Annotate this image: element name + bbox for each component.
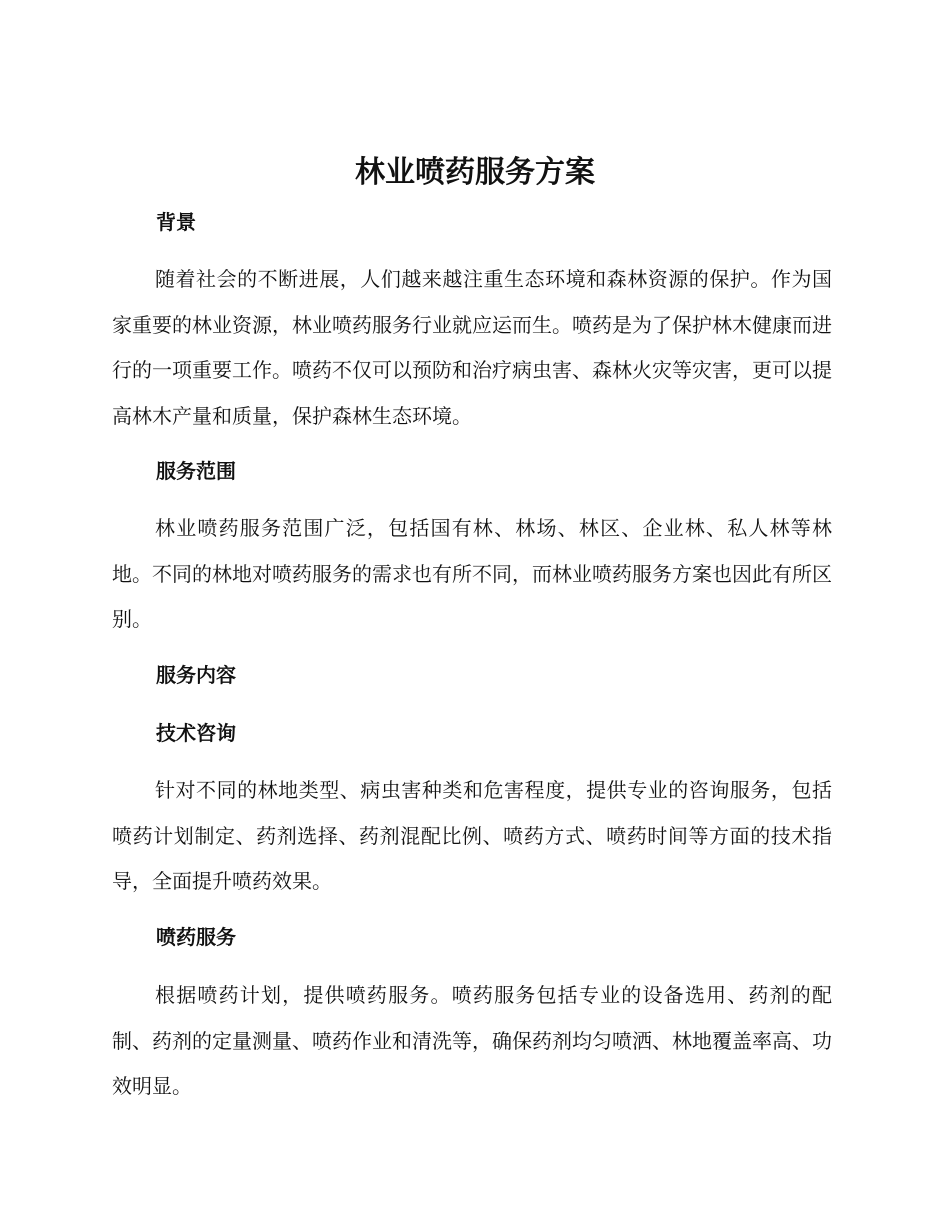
section-heading-spraying-service: 喷药服务 bbox=[156, 925, 236, 949]
section-paragraph-technical-consulting: 针对不同的林地类型、病虫害种类和危害程度，提供专业的咨询服务，包括喷药计划制定、药剂选择、药剂混配比例、喷药方式、喷药时间等方面的技术指导，全面提升喷药效果。 bbox=[112, 778, 832, 893]
section-paragraph-service-scope: 林业喷药服务范围广泛，包括国有林、林场、林区、企业林、私人林等林地。不同的林地对喷药服务的需求也有所不同，而林业喷药服务方案也因此有所区别。 bbox=[112, 516, 832, 631]
section-heading-technical-consulting: 技术咨询 bbox=[156, 721, 236, 745]
section-paragraph-spraying-service: 根据喷药计划，提供喷药服务。喷药服务包括专业的设备选用、药剂的配制、药剂的定量测量、喷药作业和清洗等，确保药剂均匀喷洒、林地覆盖率高、功效明显。 bbox=[112, 983, 832, 1098]
section-heading-background: 背景 bbox=[156, 210, 196, 234]
section-heading-service-content: 服务内容 bbox=[156, 663, 236, 687]
document-title: 林业喷药服务方案 bbox=[355, 155, 595, 190]
section-heading-service-scope: 服务范围 bbox=[156, 459, 236, 483]
section-paragraph-background: 随着社会的不断进展，人们越来越注重生态环境和森林资源的保护。作为国家重要的林业资源，林业喷药服务行业就应运而生。喷药是为了保护林木健康而进行的一项重要工作。喷药不仅可以预防和治疗病虫害、森林火灾等灾害，更可以提高林木产量和质量，保护森林生态环境。 bbox=[112, 267, 832, 428]
